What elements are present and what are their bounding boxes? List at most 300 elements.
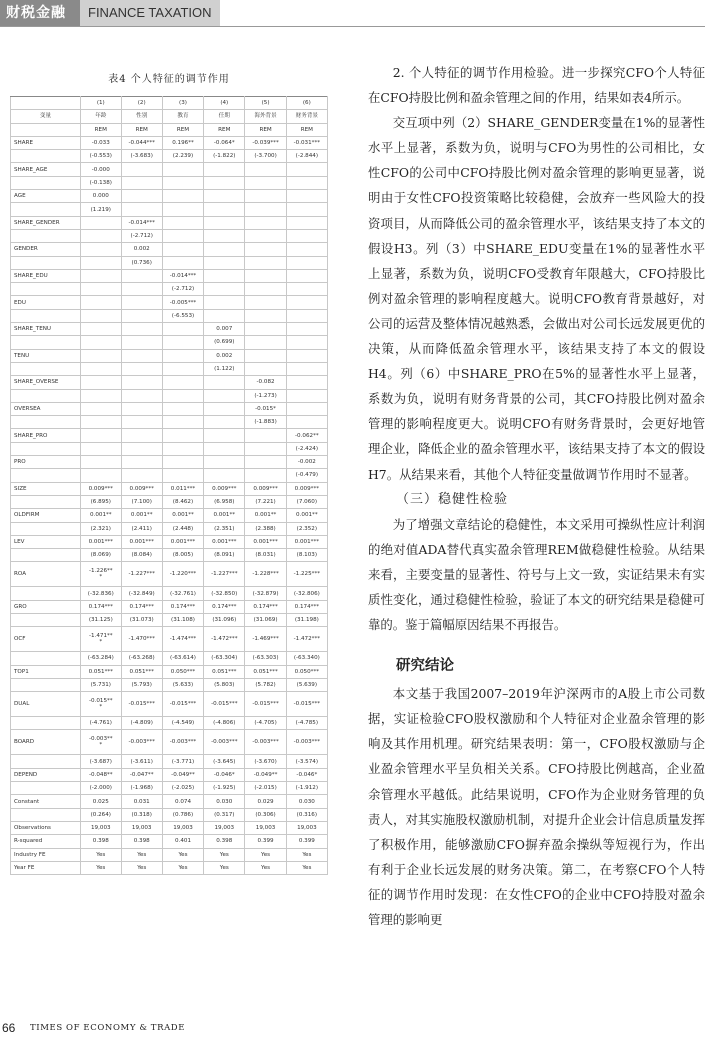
table-cell	[245, 349, 286, 362]
table-cell	[286, 323, 327, 336]
table-cell: 19,003	[286, 821, 327, 834]
page-header	[0, 0, 705, 26]
table-cell: (31.073)	[121, 613, 162, 626]
table-cell	[204, 269, 245, 282]
table-cell: (0.736)	[121, 256, 162, 269]
table-cell	[245, 309, 286, 322]
table-cell	[286, 269, 327, 282]
table-cell: (-1.822)	[204, 150, 245, 163]
table-cell	[81, 256, 122, 269]
table-cell	[286, 283, 327, 296]
table-cell	[245, 203, 286, 216]
table-cell	[81, 442, 122, 455]
table-row	[11, 402, 328, 415]
table-cell: (-63.303)	[245, 652, 286, 665]
table-cell: 0.001**	[286, 509, 327, 522]
table-cell: 0.196**	[162, 136, 203, 149]
table-cell	[245, 229, 286, 242]
table-cell: -1.226** *	[81, 562, 122, 587]
table-cell: -0.015***	[245, 692, 286, 717]
table-cell: -0.015***	[162, 692, 203, 717]
row-label: DUAL	[11, 692, 81, 717]
table-cell: (2.321)	[81, 522, 122, 535]
table-cell: (8.031)	[245, 549, 286, 562]
table-row	[11, 349, 328, 362]
table-cell	[204, 256, 245, 269]
table-cell: -0.049**	[162, 768, 203, 781]
table-cell	[81, 429, 122, 442]
table-cell: (-2.015)	[245, 782, 286, 795]
table-cell	[81, 309, 122, 322]
table-cell: (-63.614)	[162, 652, 203, 665]
table-cell	[162, 176, 203, 189]
table-row	[11, 229, 328, 242]
table-cell: (-32.836)	[81, 587, 122, 600]
table-cell: -1.227***	[204, 562, 245, 587]
table-cell: (-63.304)	[204, 652, 245, 665]
row-label: TENU	[11, 349, 81, 362]
table-cell	[162, 163, 203, 176]
table-cell	[121, 309, 162, 322]
table-cell: Yes	[81, 861, 122, 874]
table-cell	[81, 296, 122, 309]
table-cell: -0.062**	[286, 429, 327, 442]
table-cell	[286, 229, 327, 242]
table-cell	[204, 469, 245, 482]
row-label: ROA	[11, 562, 81, 587]
row-label: Observations	[11, 821, 81, 834]
table-cell	[162, 190, 203, 203]
table-cell: (5.639)	[286, 678, 327, 691]
table-cell: Yes	[81, 848, 122, 861]
table-cell	[204, 376, 245, 389]
table-cell: 0.001**	[121, 509, 162, 522]
table-cell: -1.228***	[245, 562, 286, 587]
table-cell	[204, 416, 245, 429]
table-cell	[286, 336, 327, 349]
section-heading: 研究结论	[396, 658, 454, 675]
table-row	[11, 495, 328, 508]
table-cell	[162, 416, 203, 429]
table-cell: (-32.850)	[204, 587, 245, 600]
table-cell	[162, 349, 203, 362]
table-cell	[286, 376, 327, 389]
table-cell	[81, 229, 122, 242]
table-cell: -1.472***	[286, 627, 327, 652]
table-cell: -0.003***	[245, 730, 286, 755]
row-label	[11, 678, 81, 691]
table-cell: -0.046*	[204, 768, 245, 781]
row-label: SHARE_PRO	[11, 429, 81, 442]
table-cell	[81, 389, 122, 402]
table-cell	[81, 283, 122, 296]
table-cell: Yes	[204, 861, 245, 874]
table-cell	[121, 416, 162, 429]
row-label: Year FE	[11, 861, 81, 874]
table-cell: (-4.809)	[121, 717, 162, 730]
table-cell: 19,003	[162, 821, 203, 834]
table-cell	[286, 349, 327, 362]
table-cell: (2.239)	[162, 150, 203, 163]
header-rule	[0, 26, 705, 27]
table-cell: -1.470***	[121, 627, 162, 652]
table-cell: 0.050***	[162, 665, 203, 678]
table-cell: -0.015***	[204, 692, 245, 717]
table-cell: 0.001***	[204, 535, 245, 548]
table-cell: -0.048**	[81, 768, 122, 781]
table-cell	[162, 323, 203, 336]
row-label: PRO	[11, 456, 81, 469]
subsection-heading: （三）稳健性检验	[396, 491, 509, 507]
paragraph: 2. 个人特征的调节作用检验。进一步探究CFO个人特征在CFO持股比例和盈余管理之间的作用，结果如表4所示。	[368, 65, 705, 106]
table-cell: -0.033	[81, 136, 122, 149]
table-cell	[204, 283, 245, 296]
row-label: SHARE_GENDER	[11, 216, 81, 229]
row-label	[11, 336, 81, 349]
table-cell: (2.352)	[286, 522, 327, 535]
table-cell: 0.001**	[81, 509, 122, 522]
table-row	[11, 692, 328, 717]
row-label: OLDFIRM	[11, 509, 81, 522]
table-cell: (6.958)	[204, 495, 245, 508]
table-cell: -1.220***	[162, 562, 203, 587]
table-row	[11, 755, 328, 768]
table-cell	[81, 269, 122, 282]
table-caption: 表4 个人特征的调节作用	[108, 74, 230, 85]
table-cell: (-0.479)	[286, 469, 327, 482]
table-cell: -0.044***	[121, 136, 162, 149]
table-cell: (-4.549)	[162, 717, 203, 730]
table-row	[11, 190, 328, 203]
table-cell	[245, 243, 286, 256]
table-cell: (-1.883)	[245, 416, 286, 429]
row-label	[11, 389, 81, 402]
row-label	[11, 150, 81, 163]
table-cell: (0.786)	[162, 808, 203, 821]
table-cell	[162, 376, 203, 389]
table-cell: 0.399	[286, 835, 327, 848]
table-cell: 0.174***	[204, 600, 245, 613]
table-cell: (31.108)	[162, 613, 203, 626]
table-cell: 0.398	[121, 835, 162, 848]
table-cell: 0.051***	[204, 665, 245, 678]
table-cell: (31.125)	[81, 613, 122, 626]
table-cell: (5.782)	[245, 678, 286, 691]
table-cell	[286, 203, 327, 216]
table-cell	[81, 376, 122, 389]
row-label	[11, 652, 81, 665]
row-label	[11, 256, 81, 269]
journal-name: TIMES OF ECONOMY & TRADE	[30, 1023, 186, 1033]
table-cell: (5.731)	[81, 678, 122, 691]
table-cell: 0.174***	[81, 600, 122, 613]
table-cell	[162, 456, 203, 469]
page-footer	[0, 1021, 705, 1037]
table-cell: 0.007	[204, 323, 245, 336]
table-cell: -0.047**	[121, 768, 162, 781]
table-cell	[121, 376, 162, 389]
table-cell: (-2.712)	[121, 229, 162, 242]
table-cell: -0.015*	[245, 402, 286, 415]
row-label: SHARE_TENU	[11, 323, 81, 336]
table-cell: -0.082	[245, 376, 286, 389]
row-label	[11, 495, 81, 508]
table-row	[11, 665, 328, 678]
table-cell: (2.351)	[204, 522, 245, 535]
table-cell: -0.064*	[204, 136, 245, 149]
table-cell: -0.046*	[286, 768, 327, 781]
table-cell	[121, 389, 162, 402]
table-cell	[286, 256, 327, 269]
table-header-row	[11, 123, 328, 136]
table-row	[11, 296, 328, 309]
table-row	[11, 522, 328, 535]
table-cell: -0.000	[81, 163, 122, 176]
table-cell	[204, 176, 245, 189]
table-cell	[245, 296, 286, 309]
row-label: TOP1	[11, 665, 81, 678]
row-label	[11, 229, 81, 242]
table-cell: -0.003***	[286, 730, 327, 755]
table-cell: 0.011***	[162, 482, 203, 495]
col-method: REM	[245, 123, 286, 136]
table-cell: -0.015** *	[81, 692, 122, 717]
table-cell	[286, 243, 327, 256]
table-cell: (-0.138)	[81, 176, 122, 189]
table-cell: 0.001***	[121, 535, 162, 548]
table-cell: 0.031	[121, 795, 162, 808]
table-cell: 0.399	[245, 835, 286, 848]
table-cell: (0.306)	[245, 808, 286, 821]
col-method: REM	[286, 123, 327, 136]
table-cell	[81, 402, 122, 415]
table-cell	[204, 429, 245, 442]
table-cell	[121, 176, 162, 189]
table-row	[11, 442, 328, 455]
table-cell: -1.474***	[162, 627, 203, 652]
table-cell: (-2.424)	[286, 442, 327, 455]
table-row	[11, 678, 328, 691]
table-cell: 0.009***	[245, 482, 286, 495]
row-label	[11, 442, 81, 455]
table-cell: 0.025	[81, 795, 122, 808]
table-cell: Yes	[245, 861, 286, 874]
table-cell: (-32.806)	[286, 587, 327, 600]
table-row	[11, 808, 328, 821]
table-row	[11, 482, 328, 495]
table-cell: 19,003	[81, 821, 122, 834]
table-cell	[81, 362, 122, 375]
table-cell	[121, 269, 162, 282]
row-label: R-squared	[11, 835, 81, 848]
table-cell: (-3.645)	[204, 755, 245, 768]
table-cell	[121, 429, 162, 442]
table-cell	[121, 203, 162, 216]
var-header: 变量	[11, 110, 81, 123]
table-cell: Yes	[286, 861, 327, 874]
table-cell	[245, 216, 286, 229]
table-row	[11, 256, 328, 269]
row-label	[11, 755, 81, 768]
table-cell	[162, 442, 203, 455]
table-row	[11, 376, 328, 389]
table-cell: 0.174***	[286, 600, 327, 613]
table-row	[11, 717, 328, 730]
table-cell: -0.031***	[286, 136, 327, 149]
table-cell	[121, 362, 162, 375]
table-cell: 0.009***	[81, 482, 122, 495]
table-row	[11, 203, 328, 216]
table-cell: (2.388)	[245, 522, 286, 535]
table-row	[11, 136, 328, 149]
col-name: 年龄	[81, 110, 122, 123]
table-cell: (-0.553)	[81, 150, 122, 163]
page-number: 66	[2, 1021, 16, 1035]
table-row	[11, 730, 328, 755]
table-cell	[245, 336, 286, 349]
table-cell	[121, 349, 162, 362]
row-label: OVERSEA	[11, 402, 81, 415]
table-cell: 0.001***	[286, 535, 327, 548]
table-row	[11, 283, 328, 296]
table-cell: (-1.925)	[204, 782, 245, 795]
table-cell: (0.317)	[204, 808, 245, 821]
table-cell	[121, 283, 162, 296]
table-cell: -1.227***	[121, 562, 162, 587]
table-cell: (1.219)	[81, 203, 122, 216]
table-row	[11, 243, 328, 256]
table-cell: -1.472***	[204, 627, 245, 652]
table-cell: Yes	[286, 848, 327, 861]
table-cell: (5.633)	[162, 678, 203, 691]
table-row	[11, 469, 328, 482]
regression-table	[10, 96, 328, 875]
paragraph: 交互项中列（2）SHARE_GENDER变量在1%的显著性水平上显著，系数为负，说明与CFO为男性的公司相比，女性CFO的公司中CFO持股比例对盈余管理的影响更显著，说明由于女性CFO投资策略比较稳健，会放弃一些风险大的投资项目，从而降低公司的盈余管理水平，该结果支持了本文的假设H3。列（3）中SHARE_EDU变量在1%的显著性水平上显著，系数为负，说明CFO受教育年限越大，CFO持股比例对盈余管理的影响程度越大。说明CFO教育背景越好，对公司的运营及整体情况越熟悉，会做出对公司长远发展更优的决策，从而降低盈余管理水平，该结果支持了本文的假设H4。列（6）中SHARE_PRO在5%的显著性水平上显著，系数为负，说明有财务背景的公司，其CFO持股比例对盈余管理的影响程度更大。说明CFO有财务背景时，会更好地管理企业，降低企业的盈余管理水平，该结果支持了本文的假设H7。从结果来看，其他个人特征变量做调节作用时不显著。	[368, 115, 705, 482]
table-cell: (-1.968)	[121, 782, 162, 795]
table-cell: (-2.025)	[162, 782, 203, 795]
row-label: BOARD	[11, 730, 81, 755]
table-cell	[204, 296, 245, 309]
table-row	[11, 336, 328, 349]
table-cell: 0.001**	[204, 509, 245, 522]
table-row	[11, 768, 328, 781]
table-cell	[204, 389, 245, 402]
row-label: SHARE_EDU	[11, 269, 81, 282]
col-number: (3)	[162, 97, 203, 110]
table-row	[11, 835, 328, 848]
table-cell	[286, 416, 327, 429]
table-cell: (0.699)	[204, 336, 245, 349]
row-label	[11, 549, 81, 562]
row-label: EDU	[11, 296, 81, 309]
table-cell	[81, 349, 122, 362]
table-cell: -0.002	[286, 456, 327, 469]
table-cell: 0.002	[204, 349, 245, 362]
table-cell: (-63.284)	[81, 652, 122, 665]
table-cell: (31.069)	[245, 613, 286, 626]
col-method: REM	[162, 123, 203, 136]
row-label	[11, 808, 81, 821]
table-cell	[162, 362, 203, 375]
table-row	[11, 309, 328, 322]
table-cell: 0.174***	[121, 600, 162, 613]
table-cell: 0.051***	[121, 665, 162, 678]
table-cell: (31.198)	[286, 613, 327, 626]
table-cell: -0.005***	[162, 296, 203, 309]
table-cell	[162, 402, 203, 415]
table-cell	[204, 203, 245, 216]
table-cell	[204, 216, 245, 229]
table-cell: (8.462)	[162, 495, 203, 508]
table-cell	[162, 229, 203, 242]
table-cell: 19,003	[245, 821, 286, 834]
table-cell: (8.069)	[81, 549, 122, 562]
table-cell	[286, 389, 327, 402]
table-cell: (-3.574)	[286, 755, 327, 768]
table-cell	[204, 402, 245, 415]
table-cell	[204, 243, 245, 256]
table-cell: (8.091)	[204, 549, 245, 562]
table-cell: 0.001**	[162, 509, 203, 522]
body-column	[368, 60, 705, 932]
table-row	[11, 323, 328, 336]
table-cell: (-32.879)	[245, 587, 286, 600]
table-cell: -0.039***	[245, 136, 286, 149]
row-label: Industry FE	[11, 848, 81, 861]
row-label: Constant	[11, 795, 81, 808]
row-label	[11, 717, 81, 730]
table-header-row	[11, 97, 328, 110]
table-cell: (-63.340)	[286, 652, 327, 665]
row-label	[11, 309, 81, 322]
col-name: 性别	[121, 110, 162, 123]
table-cell: 0.001***	[162, 535, 203, 548]
table-cell: (-4.705)	[245, 717, 286, 730]
table-row	[11, 549, 328, 562]
table-cell: (8.084)	[121, 549, 162, 562]
table-cell	[286, 176, 327, 189]
table-cell: (-1.912)	[286, 782, 327, 795]
table-cell	[81, 216, 122, 229]
table-cell: Yes	[204, 848, 245, 861]
table-cell: Yes	[162, 848, 203, 861]
table-cell: (2.448)	[162, 522, 203, 535]
row-label	[11, 203, 81, 216]
col-number: (2)	[121, 97, 162, 110]
header-blank-cell	[11, 123, 81, 136]
table-cell: 0.000	[81, 190, 122, 203]
table-cell: -0.003***	[121, 730, 162, 755]
table-cell: 0.398	[81, 835, 122, 848]
table-cell: (-3.611)	[121, 755, 162, 768]
col-number: (6)	[286, 97, 327, 110]
table-cell: (-3.687)	[81, 755, 122, 768]
table-cell: 0.050***	[286, 665, 327, 678]
table-cell	[245, 456, 286, 469]
table-cell	[162, 256, 203, 269]
table-row	[11, 456, 328, 469]
table-cell: (-63.268)	[121, 652, 162, 665]
table-cell	[162, 336, 203, 349]
table-cell: -0.003***	[162, 730, 203, 755]
table-cell	[81, 336, 122, 349]
table-cell: Yes	[121, 848, 162, 861]
table-cell	[286, 309, 327, 322]
table-cell	[286, 163, 327, 176]
table-cell	[121, 456, 162, 469]
paragraph: 本文基于我国2007–2019年沪深两市的A股上市公司数据，实证检验CFO股权激励和个人特征对企业盈余管理的影响及其作用机理。研究结果表明：第一，CFO股权激励与企业盈余管理水平呈负相关关系。CFO持股比例越高，企业盈余管理水平越低。此结果说明，CFO作为企业财务管理的负责人，对其实施股权激励机制，对提升企业会计信息质量发挥了积极作用，能够激励CFO摒弃盈余操纵等短视行为，作出有利于企业长远发展的财务决策。第二，在考察CFO个人特征的调节作用时发现：在女性CFO的企业中CFO持股对盈余管理的影响更	[368, 686, 705, 927]
table-cell	[162, 469, 203, 482]
